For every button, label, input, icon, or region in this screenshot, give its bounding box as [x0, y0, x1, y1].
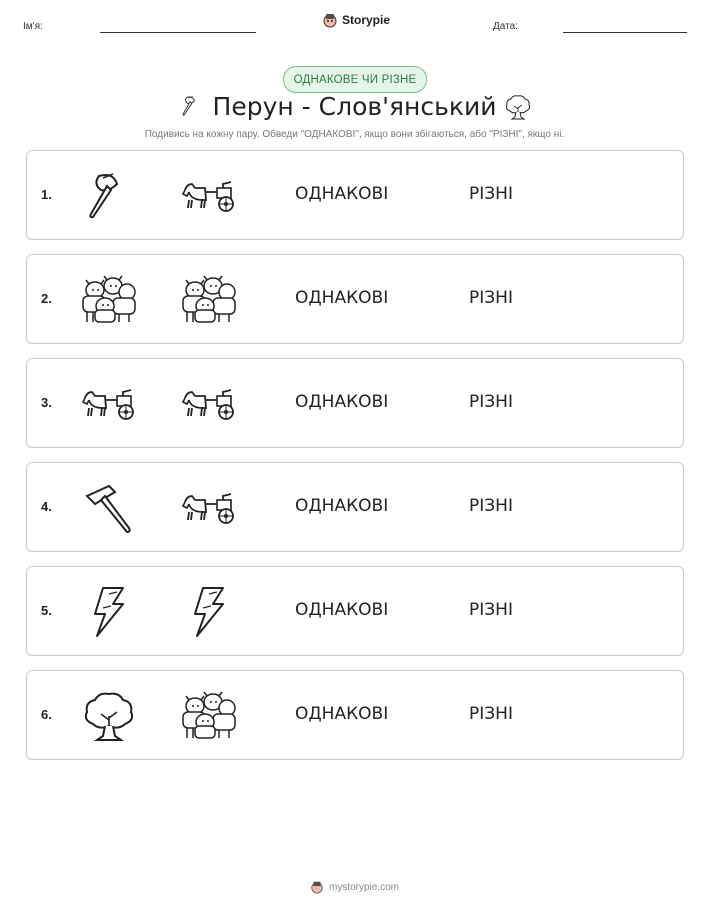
storypie-logo-icon — [310, 880, 324, 894]
question-row — [26, 150, 684, 240]
cattle-herd-icon — [79, 274, 139, 326]
tree-icon — [79, 690, 139, 742]
horse-cart-icon — [179, 482, 239, 534]
storypie-logo-icon — [322, 12, 338, 28]
option-same[interactable]: ОДНАКОВІ — [295, 392, 389, 412]
option-different[interactable]: РІЗНІ — [469, 392, 513, 412]
date-label: Дата: — [493, 21, 518, 32]
question-row — [26, 670, 684, 760]
option-different[interactable]: РІЗНІ — [469, 704, 513, 724]
question-number: 5. — [41, 603, 52, 618]
question-row — [26, 566, 684, 656]
option-same[interactable]: ОДНАКОВІ — [295, 496, 389, 516]
horse-cart-icon — [79, 378, 139, 430]
horse-cart-icon — [179, 378, 239, 430]
footer-url[interactable]: mystorypie.com — [328, 881, 399, 893]
horse-cart-icon — [179, 170, 239, 222]
option-same[interactable]: ОДНАКОВІ — [295, 600, 389, 620]
option-different[interactable]: РІЗНІ — [469, 288, 513, 308]
date-field[interactable] — [563, 32, 687, 33]
question-number: 1. — [41, 187, 52, 202]
cattle-herd-icon — [179, 690, 239, 742]
footer — [0, 880, 709, 894]
question-number: 6. — [41, 707, 52, 722]
question-number: 4. — [41, 499, 52, 514]
option-different[interactable]: РІЗНІ — [469, 184, 513, 204]
option-same[interactable]: ОДНАКОВІ — [295, 704, 389, 724]
lightning-icon — [179, 586, 239, 638]
question-number: 2. — [41, 291, 52, 306]
cattle-herd-icon — [179, 274, 239, 326]
option-same[interactable]: ОДНАКОВІ — [295, 184, 389, 204]
instructions: Подивись на кожну пару. Обведи "ОДНАКОВІ", якщо вони збігаються, або "РІЗНІ", якщо ні. — [144, 129, 565, 140]
page-header — [0, 0, 709, 50]
lightning-icon — [79, 586, 139, 638]
axe-icon — [79, 170, 139, 222]
brand — [322, 12, 390, 28]
activity-badge: ОДНАКОВЕ ЧИ РІЗНЕ — [283, 66, 427, 93]
question-number: 3. — [41, 395, 52, 410]
brand-name: Storypie — [342, 13, 391, 27]
name-field[interactable] — [100, 32, 256, 33]
page-title: Перун - Слов'янський — [212, 92, 497, 121]
tree-icon — [503, 92, 533, 122]
option-different[interactable]: РІЗНІ — [469, 496, 513, 516]
question-row — [26, 462, 684, 552]
name-label: Ім'я: — [23, 21, 43, 32]
question-row — [26, 254, 684, 344]
hammer-icon — [79, 482, 139, 534]
question-row — [26, 358, 684, 448]
option-same[interactable]: ОДНАКОВІ — [295, 288, 389, 308]
title-row — [0, 92, 709, 126]
option-different[interactable]: РІЗНІ — [469, 600, 513, 620]
